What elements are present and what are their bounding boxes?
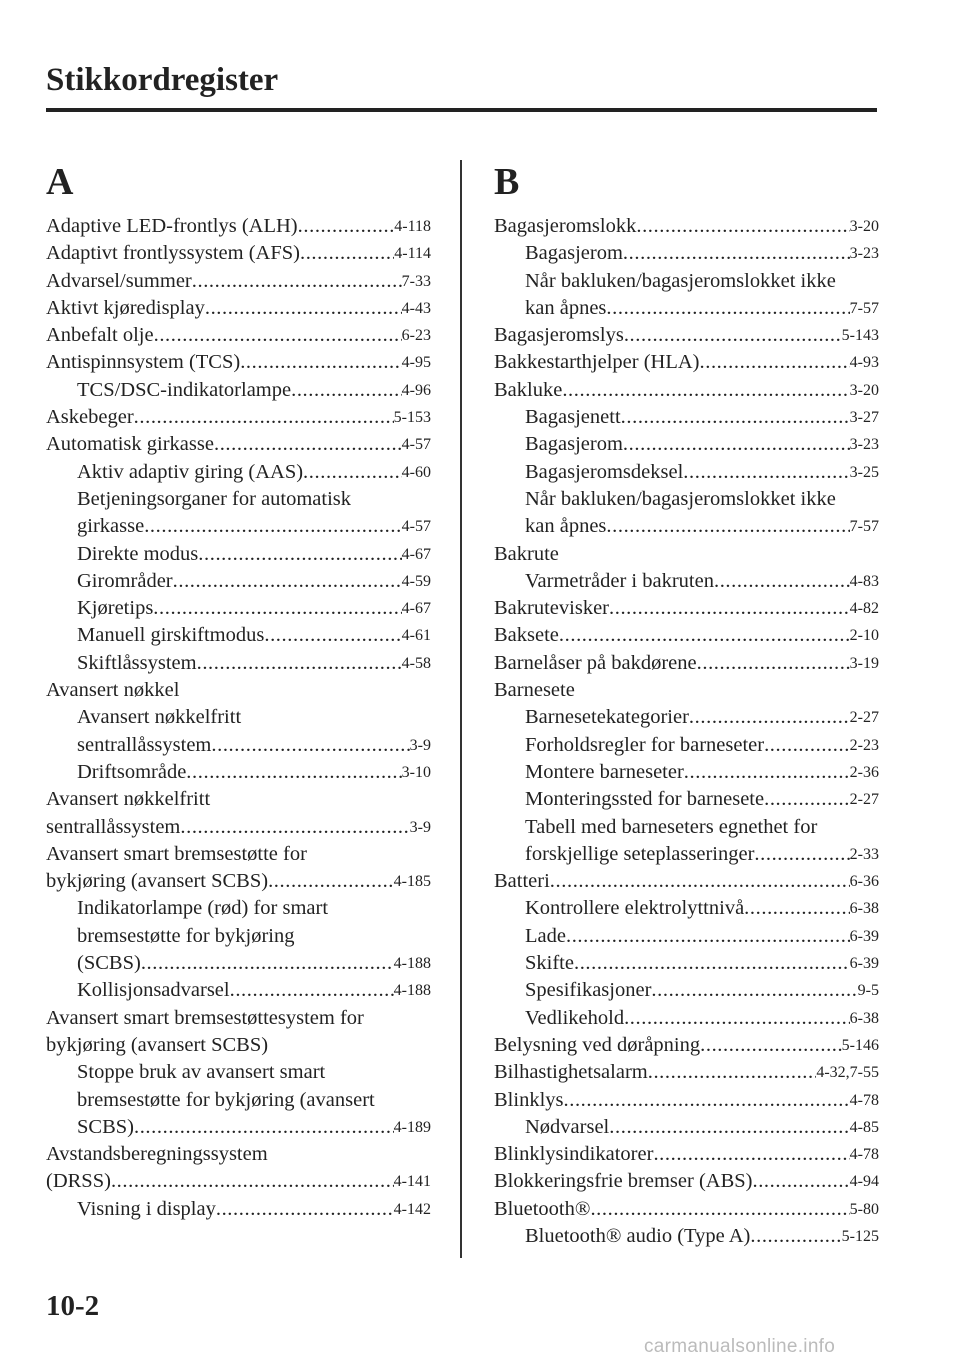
index-entry: [46, 1141, 431, 1168]
dot-leader: [623, 431, 850, 458]
dot-leader: [636, 213, 849, 240]
index-entry-page: 4-142: [393, 1200, 431, 1218]
index-entry-page: 4-61: [401, 627, 431, 645]
dot-leader: [291, 377, 402, 404]
index-entry: [494, 977, 879, 1004]
index-entry-text: Antispinnsystem (TCS): [46, 351, 241, 374]
index-entry-text: Aktiv adaptiv giring (AAS): [77, 460, 304, 483]
index-entry-text: Adaptivt frontlyssystem (AFS): [46, 242, 300, 265]
dot-leader: [714, 568, 850, 595]
index-entry: [494, 677, 879, 704]
index-entry-text: Askebeger: [46, 406, 134, 429]
index-entry-page: 4-59: [401, 572, 431, 590]
dot-leader: [621, 404, 850, 431]
dot-leader: [211, 732, 409, 759]
index-entry-page: 2-36: [849, 763, 879, 781]
dot-leader: [574, 950, 850, 977]
index-entry-page: 4-60: [401, 463, 431, 481]
dot-leader: [564, 1087, 850, 1114]
dot-leader: [624, 322, 842, 349]
index-entry-page: 4-57: [401, 436, 431, 454]
dot-leader: [192, 268, 402, 295]
index-entry-page: 4-67: [401, 600, 431, 618]
index-entry-text: Tabell med barneseters egnethet for: [525, 815, 818, 838]
dot-leader: [186, 759, 401, 786]
index-entry: [46, 977, 431, 1004]
section-letter-a: A: [46, 161, 74, 203]
index-entry: [46, 732, 431, 759]
index-entry: [494, 213, 879, 240]
index-entry-page: 6-38: [849, 1009, 879, 1027]
index-entry: [494, 404, 879, 431]
dot-leader: [566, 923, 850, 950]
index-entry: [46, 240, 431, 267]
index-entry-text: Når bakluken/bagasjeromslokket ikke: [525, 269, 836, 292]
index-entry: [46, 513, 431, 540]
index-entry-page: 2-27: [849, 709, 879, 727]
dot-leader: [180, 814, 409, 841]
index-entry: [46, 895, 431, 922]
dot-leader: [684, 759, 850, 786]
dot-leader: [298, 213, 395, 240]
index-entry-page: 2-23: [849, 736, 879, 754]
index-entry-text: Skiftlåssystem: [77, 651, 197, 674]
dot-leader: [700, 1032, 842, 1059]
index-entry: [494, 814, 879, 841]
index-entry-text: Bagasjerom: [525, 433, 623, 456]
dot-leader: [683, 459, 849, 486]
index-entry-text: Bagasjeromsdeksel: [525, 460, 684, 483]
index-entry-text: Bakluke: [494, 378, 563, 401]
index-entry: [46, 322, 431, 349]
index-entry: [494, 704, 879, 731]
index-entry: [46, 595, 431, 622]
index-entry: [46, 868, 431, 895]
index-entry-page: 6-36: [849, 873, 879, 891]
index-entry-page: 3-23: [849, 436, 879, 454]
index-entry-page: 5-146: [841, 1036, 879, 1054]
dot-leader: [300, 240, 394, 267]
index-entry-text: Kollisjonsadvarsel: [77, 979, 230, 1002]
index-entry: [494, 268, 879, 295]
dot-leader: [173, 568, 402, 595]
index-entry-text: Indikatorlampe (rød) for smart: [77, 897, 329, 920]
index-entry: [46, 622, 431, 649]
index-entry: [46, 1005, 431, 1032]
index-entry: [494, 513, 879, 540]
index-entry: [494, 895, 879, 922]
index-entry-page: 3-9: [409, 736, 431, 754]
index-entry-page: 3-27: [849, 409, 879, 427]
index-entry: [494, 1168, 879, 1195]
index-entry-page: 6-38: [849, 900, 879, 918]
index-entry-text: Forholdsregler for barneseter: [525, 733, 765, 756]
index-entry: [494, 295, 879, 322]
index-entry: [494, 841, 879, 868]
dot-leader: [230, 977, 394, 1004]
dot-leader: [623, 240, 850, 267]
index-entry-text: Barnesete: [494, 679, 575, 702]
index-entry: [494, 486, 879, 513]
index-entry-page: 3-10: [401, 763, 431, 781]
index-entry: [494, 349, 879, 376]
index-entry-text: Spesifikasjoner: [525, 979, 652, 1002]
index-entry: [494, 1141, 879, 1168]
index-entry-page: 4-78: [849, 1091, 879, 1109]
index-entry: [46, 841, 431, 868]
dot-leader: [559, 622, 850, 649]
index-entry-text: Avansert nøkkelfritt: [46, 788, 211, 811]
dot-leader: [268, 868, 394, 895]
header-rule: [46, 108, 877, 112]
index-entry-page: 4-188: [393, 955, 431, 973]
dot-leader: [197, 650, 402, 677]
index-entry-text: sentrallåssystem: [46, 815, 181, 838]
index-entry: [494, 541, 879, 568]
index-entry-page: 5-80: [849, 1200, 879, 1218]
index-column-a: [46, 158, 431, 1223]
index-entry: [494, 923, 879, 950]
dot-leader: [216, 1196, 394, 1223]
index-entry-text: forskjellige seteplasseringer: [525, 842, 755, 865]
dot-leader: [214, 431, 402, 458]
index-entry-text: Når bakluken/bagasjeromslokket ikke: [525, 487, 836, 510]
index-entry-text: Bilhastighetsalarm: [494, 1061, 648, 1084]
index-entry-text: Avansert smart bremsestøttesystem for: [46, 1006, 364, 1029]
index-entry-text: Bakrutevisker: [494, 597, 609, 620]
index-entry: [494, 786, 879, 813]
index-entry: [494, 950, 879, 977]
section-letter-b: B: [494, 161, 520, 203]
index-entry-page: 3-9: [409, 818, 431, 836]
index-entry-page: 2-10: [849, 627, 879, 645]
index-entry-page: 4-57: [401, 518, 431, 536]
index-entry-page: 4-32,7-55: [816, 1064, 879, 1082]
dot-leader: [697, 650, 850, 677]
index-entry: [46, 349, 431, 376]
dot-leader: [154, 322, 402, 349]
index-entry-page: 4-94: [849, 1173, 879, 1191]
index-entry-text: Belysning ved døråpning: [494, 1033, 701, 1056]
index-entry-text: Bakrute: [494, 542, 559, 565]
index-entry-text: bykjøring (avansert SCBS): [46, 1033, 269, 1056]
index-entry: [46, 377, 431, 404]
dot-leader: [750, 1223, 841, 1250]
index-entry-page: 5-143: [841, 327, 879, 345]
index-entry-text: Vedlikehold: [525, 1006, 625, 1029]
index-entry-text: Adaptive LED-frontlys (ALH): [46, 215, 298, 237]
dot-leader: [111, 1168, 394, 1195]
dot-leader: [689, 704, 850, 731]
index-entry-text: Bagasjenett: [525, 406, 621, 429]
index-entry-page: 4-188: [393, 982, 431, 1000]
index-entry-text: Bagasjeromslys: [494, 324, 624, 347]
index-entry: [46, 704, 431, 731]
index-entry-page: 5-153: [393, 409, 431, 427]
dot-leader: [264, 622, 401, 649]
index-entry-page: 3-25: [849, 463, 879, 481]
index-entry-text: Avansert nøkkel: [46, 679, 180, 702]
index-entry-text: Avansert nøkkelfritt: [77, 706, 242, 729]
dot-leader: [764, 786, 850, 813]
index-entry-page: 7-57: [849, 299, 879, 317]
dot-leader: [590, 1196, 849, 1223]
index-entry-page: 4-96: [401, 381, 431, 399]
index-entry-text: Bluetooth® audio (Type A): [525, 1224, 751, 1247]
index-entry: [494, 1223, 879, 1250]
dot-leader: [752, 1168, 849, 1195]
index-entry-page: 2-33: [849, 845, 879, 863]
dot-leader: [153, 595, 401, 622]
dot-leader: [624, 1005, 850, 1032]
index-entry-page: 4-58: [401, 654, 431, 672]
index-entry-page: 4-189: [393, 1118, 431, 1136]
index-entry-page: 7-57: [849, 518, 879, 536]
index-entry-text: Betjeningsorganer for automatisk: [77, 487, 352, 510]
index-entry: [494, 240, 879, 267]
watermark: carmanualsonline.info: [644, 1336, 836, 1357]
index-entry-page: 4-114: [394, 245, 431, 263]
dot-leader: [550, 868, 850, 895]
index-entry-text: (DRSS): [46, 1170, 111, 1193]
index-entry-page: 4-78: [849, 1146, 879, 1164]
index-entry-text: Blinklysindikatorer: [494, 1143, 654, 1166]
index-entry: [46, 541, 431, 568]
index-entry: [494, 622, 879, 649]
index-entry-page: 7-33: [401, 272, 431, 290]
index-entry: [494, 732, 879, 759]
index-entry-text: bremsestøtte for bykjøring (avansert: [77, 1088, 375, 1111]
dot-leader: [700, 349, 850, 376]
index-entries-a: [46, 213, 431, 1223]
index-entry-text: Batteri: [494, 870, 550, 893]
dot-leader: [205, 295, 402, 322]
index-entry-text: Avansert smart bremsestøtte for: [46, 842, 307, 865]
index-entry-text: Barnesetekategorier: [525, 706, 689, 729]
index-entry: [46, 268, 431, 295]
index-entry-text: SCBS): [77, 1115, 134, 1138]
index-entry-page: 4-82: [849, 600, 879, 618]
dot-leader: [606, 513, 849, 540]
index-entry-text: Barnelåser på bakdørene: [494, 651, 697, 674]
index-entry: [494, 1196, 879, 1223]
index-entry: [46, 295, 431, 322]
index-entry: [46, 213, 431, 240]
index-entry: [46, 459, 431, 486]
index-entry: [494, 650, 879, 677]
index-entry: [46, 1168, 431, 1195]
dot-leader: [754, 841, 849, 868]
dot-leader: [144, 513, 401, 540]
index-entry: [46, 814, 431, 841]
index-entry-page: 4-141: [393, 1173, 431, 1191]
dot-leader: [648, 1059, 817, 1086]
index-entry-page: 4-83: [849, 572, 879, 590]
index-entry: [46, 404, 431, 431]
index-entry: [46, 486, 431, 513]
index-entry: [494, 1114, 879, 1141]
index-entry-text: Bakkestarthjelper (HLA): [494, 351, 700, 374]
index-entry-text: Advarsel/summer: [46, 269, 192, 292]
index-entry-page: 3-20: [849, 381, 879, 399]
index-entry-page: 4-67: [401, 545, 431, 563]
index-entry: [494, 1005, 879, 1032]
index-entry-page: 2-27: [849, 791, 879, 809]
dot-leader: [303, 459, 402, 486]
dot-leader: [609, 595, 850, 622]
index-entry-text: (SCBS): [77, 952, 141, 975]
index-entry-page: 4-93: [849, 354, 879, 372]
dot-leader: [744, 895, 850, 922]
index-entry-text: kan åpnes: [525, 515, 607, 538]
column-divider: [460, 160, 462, 1258]
dot-leader: [609, 1114, 849, 1141]
index-entry-text: Kontrollere elektrolyttnivå: [525, 897, 745, 920]
index-entry-text: Bluetooth®: [494, 1197, 591, 1220]
index-entry-page: 4-95: [401, 354, 431, 372]
dot-leader: [562, 377, 849, 404]
index-entry: [494, 322, 879, 349]
index-entry-text: Monteringssted for barnesete: [525, 788, 765, 811]
index-entry-text: bremsestøtte for bykjøring: [77, 924, 295, 947]
index-entry-text: Bagasjeromslokk: [494, 215, 637, 237]
index-entry-page: 4-185: [393, 873, 431, 891]
index-entry: [46, 1196, 431, 1223]
index-entry-text: Visning i display: [77, 1197, 216, 1220]
dot-leader: [198, 541, 401, 568]
index-entry: [46, 1114, 431, 1141]
dot-leader: [764, 732, 850, 759]
index-entry: [46, 650, 431, 677]
index-entry-page: 6-39: [849, 927, 879, 945]
index-entry-text: Baksete: [494, 624, 559, 647]
index-entry-text: TCS/DSC-indikatorlampe: [77, 378, 292, 401]
index-entry-text: Montere barneseter: [525, 760, 684, 783]
index-entry-text: Avstandsberegningssystem: [46, 1143, 268, 1166]
index-entry-text: Anbefalt olje: [46, 324, 154, 347]
index-entry-text: Lade: [525, 924, 566, 947]
dot-leader: [134, 404, 394, 431]
index-entry: [46, 950, 431, 977]
index-entry-text: sentrallåssystem: [77, 733, 212, 756]
dot-leader: [141, 950, 394, 977]
index-entry-text: Bagasjerom: [525, 242, 623, 265]
dot-leader: [606, 295, 849, 322]
index-entry: [494, 1059, 879, 1086]
index-entry: [494, 459, 879, 486]
index-entry-page: 6-39: [849, 955, 879, 973]
index-entry-text: Skifte: [525, 952, 574, 975]
index-entries-b: [494, 213, 879, 1250]
dot-leader: [653, 1141, 849, 1168]
index-entry: [46, 1059, 431, 1086]
index-entry-text: Blinklys: [494, 1088, 564, 1111]
index-entry-text: Girområder: [77, 569, 173, 592]
index-entry-page: 6-23: [401, 327, 431, 345]
index-entry-text: kan åpnes: [525, 296, 607, 319]
index-entry-text: Stoppe bruk av avansert smart: [77, 1061, 326, 1084]
index-entry-page: 3-20: [849, 218, 879, 235]
index-entry: [46, 923, 431, 950]
index-entry-text: Nødvarsel: [525, 1115, 610, 1138]
index-entry-text: Varmetråder i bakruten: [525, 569, 714, 592]
index-entry: [46, 759, 431, 786]
index-entry: [494, 431, 879, 458]
index-entry: [494, 568, 879, 595]
index-entry: [46, 1087, 431, 1114]
index-entry: [46, 431, 431, 458]
index-entry-text: Kjøretips: [77, 597, 154, 620]
index-entry: [494, 377, 879, 404]
index-entry-page: 3-23: [849, 245, 879, 263]
index-entry: [494, 868, 879, 895]
dot-leader: [134, 1114, 394, 1141]
page-number: 10-2: [46, 1290, 100, 1322]
index-entry: [494, 595, 879, 622]
index-entry: [494, 759, 879, 786]
index-entry-text: Manuell girskiftmodus: [77, 624, 265, 647]
index-entry-page: 4-85: [849, 1118, 879, 1136]
index-entry-page: 9-5: [857, 982, 879, 1000]
index-entry: [46, 568, 431, 595]
index-entry: [494, 1087, 879, 1114]
index-entry-page: 5-125: [841, 1227, 879, 1245]
index-entry-text: girkasse: [77, 515, 145, 538]
dot-leader: [240, 349, 401, 376]
index-entry-text: Direkte modus: [77, 542, 199, 565]
index-entry-text: Blokkeringsfrie bremser (ABS): [494, 1170, 753, 1193]
index-column-b: [494, 158, 879, 1250]
index-entry-text: Automatisk girkasse: [46, 433, 214, 456]
index-entry-page: 4-43: [401, 299, 431, 317]
index-entry-text: Driftsområde: [77, 760, 187, 783]
index-entry-text: bykjøring (avansert SCBS): [46, 870, 269, 893]
index-entry-page: 4-118: [394, 218, 431, 235]
index-entry: [46, 786, 431, 813]
index-entry: [494, 1032, 879, 1059]
index-entry-page: 3-19: [849, 654, 879, 672]
dot-leader: [651, 977, 857, 1004]
index-entry: [46, 1032, 431, 1059]
index-entry-text: Aktivt kjøredisplay: [46, 296, 205, 319]
index-entry: [46, 677, 431, 704]
page-title: Stikkordregister: [46, 62, 279, 98]
